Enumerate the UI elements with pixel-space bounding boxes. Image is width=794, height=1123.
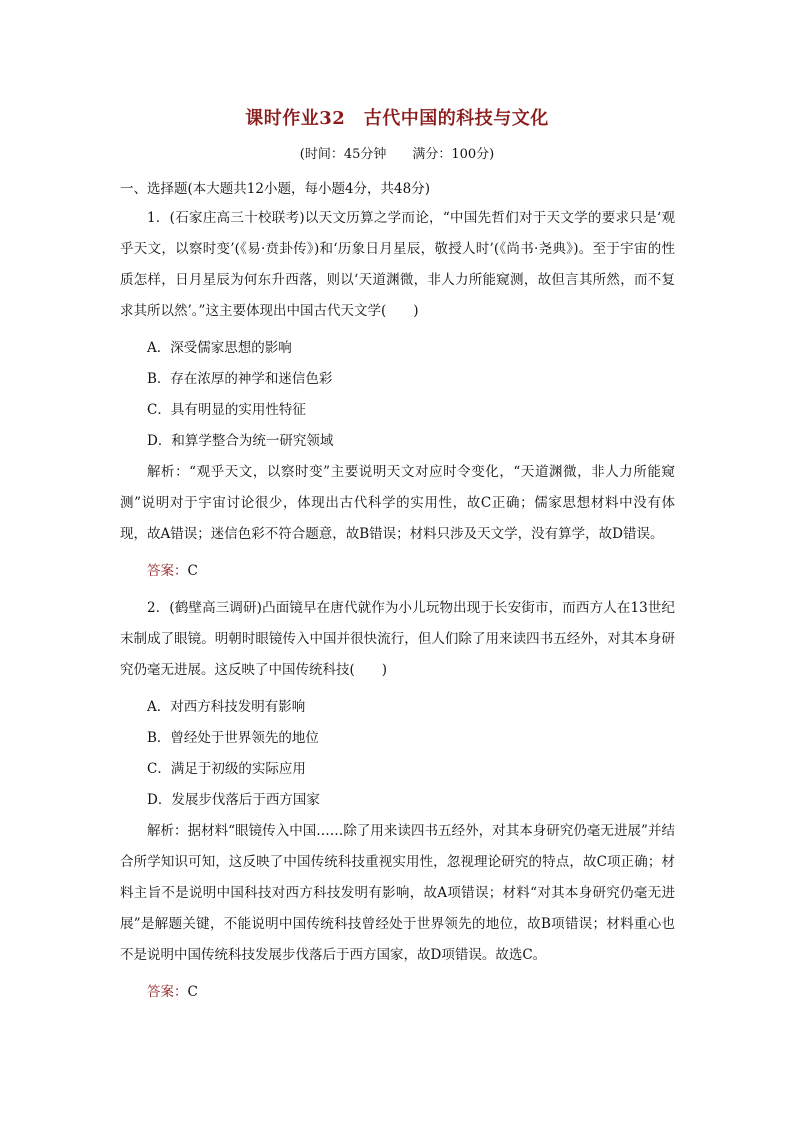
answer-line bbox=[120, 556, 675, 587]
answer-line bbox=[120, 977, 675, 1008]
option-c: C．具有明显的实用性特征 bbox=[147, 402, 306, 418]
question-1 bbox=[120, 203, 675, 587]
option-d: D．和算学整合为统一研究领域 bbox=[147, 433, 334, 449]
option-a: A．对西方科技发明有影响 bbox=[147, 699, 306, 715]
questions-list bbox=[120, 203, 675, 1008]
analysis-text: 解析：据材料“眼镜传入中国……除了用来读四书五经外，对其本身研究仍毫无进展”并结合所学知识可知，这反映了中国传统科技重视实用性，忽视理论研究的特点，故C项正确；材料主旨不是说明中国科技对西方科技发明有影响，故A项错误；材料“对其本身研究仍毫无进展”是解题关键，不能说明中国传统科技曾经处于世界领先的地位，故B项错误；材料重心也不是说明中国传统科技发展步伐落后于西方国家，故D项错误。故选C。 bbox=[120, 823, 675, 963]
option-d: D．发展步伐落后于西方国家 bbox=[147, 792, 320, 808]
question-stem: 1．(石家庄高三十校联考)以天文历算之学而论，“中国先哲们对于天文学的要求只是‘观乎天文，以察时变’(《易·贲卦传》)和‘历象日月星辰，敬授人时’(《尚书·尧典》)。至于宇宙的性质怎样，日月星辰为何东升西落，则以‘天道渊微，非人力所能窥测，故但言其所然，而不复求其所以然’。”这主要体现出中国古代天文学( ) bbox=[120, 210, 675, 319]
answer-label: 答案： bbox=[147, 563, 188, 579]
question-stem: 2．(鹤壁高三调研)凸面镜早在唐代就作为小儿玩物出现于长安街市，而西方人在13世纪末制成了眼镜。明朝时眼镜传入中国并很快流行，但人们除了用来读四书五经外，对其本身研究仍毫无进展。这反映了中国传统科技( ) bbox=[120, 600, 675, 678]
answer-value: C bbox=[187, 563, 198, 579]
option-c: C．满足于初级的实际应用 bbox=[147, 761, 306, 777]
page-title: 课时作业32 古代中国的科技与文化 bbox=[245, 108, 549, 129]
option-b: B．存在浓厚的神学和迷信色彩 bbox=[147, 371, 333, 387]
section-heading: 一、选择题(本大题共12小题，每小题4分，共48分) bbox=[120, 181, 430, 197]
question-2 bbox=[120, 593, 675, 1008]
option-b: B．曾经处于世界领先的地位 bbox=[147, 730, 319, 746]
answer-value: C bbox=[187, 984, 198, 1000]
analysis-text: 解析：“观乎天文，以察时变”主要说明天文对应时令变化，“天道渊微，非人力所能窥测”说明对于宇宙讨论很少，体现出古代科学的实用性，故C正确；儒家思想材料中没有体现，故A错误；迷信色彩不符合题意，故B错误；材料只涉及天文学，没有算学，故D错误。 bbox=[120, 464, 675, 542]
time-and-score: (时间：45分钟 满分：100分) bbox=[299, 147, 495, 162]
option-a: A．深受儒家思想的影响 bbox=[147, 340, 292, 356]
answer-label: 答案： bbox=[147, 984, 188, 1000]
